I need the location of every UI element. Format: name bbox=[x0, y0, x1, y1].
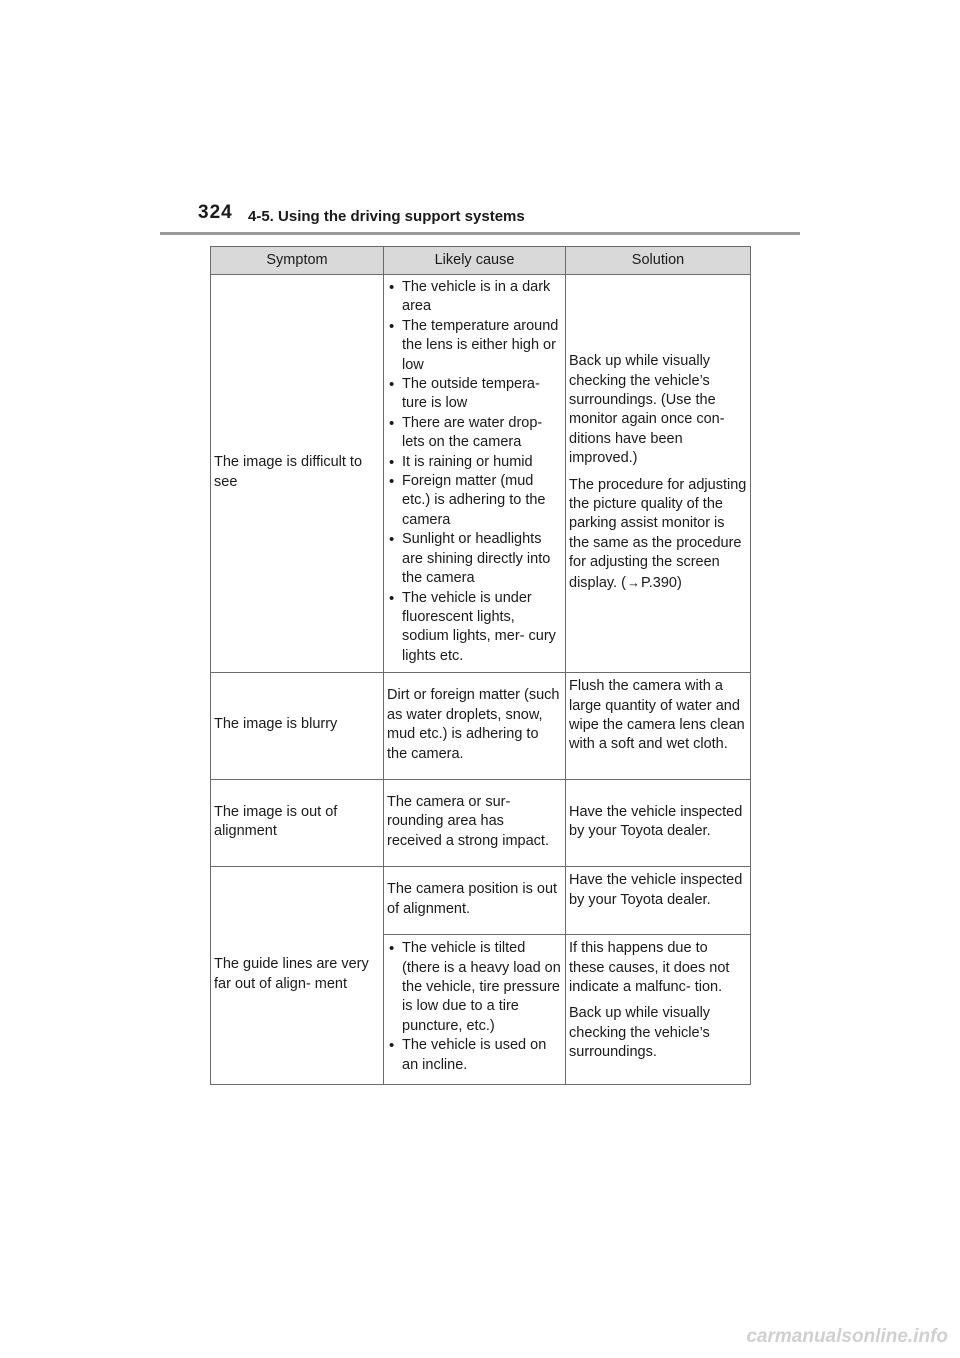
column-header-likely-cause: Likely cause bbox=[384, 247, 566, 275]
solution-paragraph: Back up while visually checking the vehicle’s surroundings. (Use the monitor again once con- ditions have been improved.) bbox=[569, 353, 725, 467]
table-row bbox=[211, 673, 751, 780]
page-reference-arrow-icon: → bbox=[626, 574, 640, 590]
list-item: • The vehicle is used on an incline. bbox=[387, 1036, 562, 1075]
list-item: • The vehicle is under fluorescent lights, sodium lights, mer- cury lights etc. bbox=[387, 589, 562, 667]
solution-text: The procedure for adjusting the picture quality of the parking assist monitor is the same as the procedure for adjusting the screen display. ( bbox=[569, 476, 747, 591]
solution-paragraph bbox=[569, 476, 747, 593]
page-number: 324 bbox=[198, 202, 233, 223]
list-item: • The vehicle is tilted (there is a heavy load on the vehicle, tire pressure is low due to a tire puncture, etc.) bbox=[387, 939, 562, 1036]
solution-paragraph: Back up while visually checking the vehicle’s surroundings. bbox=[569, 1005, 711, 1061]
symptom-cell: The image is blurry bbox=[211, 673, 384, 780]
cause-cell: Dirt or foreign matter (such as water droplets, snow, mud etc.) is adhering to the camera. bbox=[384, 673, 566, 780]
solution-paragraph: If this happens due to these causes, it does not indicate a malfunc- tion. bbox=[569, 940, 730, 995]
solution-cell bbox=[566, 275, 751, 673]
list-item: • The vehicle is in a dark area bbox=[387, 278, 562, 317]
watermark: carmanualsonline.info bbox=[746, 1326, 948, 1347]
column-header-solution: Solution bbox=[566, 247, 751, 275]
table-row bbox=[211, 780, 751, 867]
cause-list bbox=[387, 278, 562, 666]
cause-cell: The camera or sur- rounding area has received a strong impact. bbox=[384, 780, 566, 867]
cause-cell bbox=[384, 935, 566, 1085]
column-header-symptom: Symptom bbox=[211, 247, 384, 275]
symptom-cell: The image is out of alignment bbox=[211, 780, 384, 867]
solution-cell bbox=[566, 935, 751, 1085]
list-item: • The outside tempera- ture is low bbox=[387, 375, 562, 414]
table-header-row bbox=[211, 247, 751, 275]
solution-cell: Have the vehicle inspected by your Toyota dealer. bbox=[566, 780, 751, 867]
section-title: 4-5. Using the driving support systems bbox=[248, 208, 525, 225]
solution-cell: Flush the camera with a large quantity of water and wipe the camera lens clean with a soft and wet cloth. bbox=[566, 673, 751, 780]
page-header bbox=[198, 202, 558, 232]
list-item: • Foreign matter (mud etc.) is adhering to the camera bbox=[387, 472, 562, 530]
solution-cell: Have the vehicle inspected by your Toyota dealer. bbox=[566, 867, 751, 935]
cause-list bbox=[387, 939, 562, 1075]
list-item: • The temperature around the lens is either high or low bbox=[387, 317, 562, 375]
list-item: • It is raining or humid bbox=[387, 453, 562, 472]
page-reference: P.390) bbox=[640, 574, 682, 591]
cause-cell: The camera position is out of alignment. bbox=[384, 867, 566, 935]
troubleshooting-table bbox=[210, 246, 751, 1085]
symptom-cell: The guide lines are very far out of align- ment bbox=[211, 867, 384, 1085]
list-item: • There are water drop- lets on the camera bbox=[387, 414, 562, 453]
header-divider bbox=[160, 232, 800, 235]
list-item: • Sunlight or headlights are shining directly into the camera bbox=[387, 530, 562, 588]
table-row bbox=[211, 275, 751, 673]
symptom-cell: The image is difficult to see bbox=[211, 275, 384, 673]
table-row bbox=[211, 867, 751, 935]
cause-cell bbox=[384, 275, 566, 673]
